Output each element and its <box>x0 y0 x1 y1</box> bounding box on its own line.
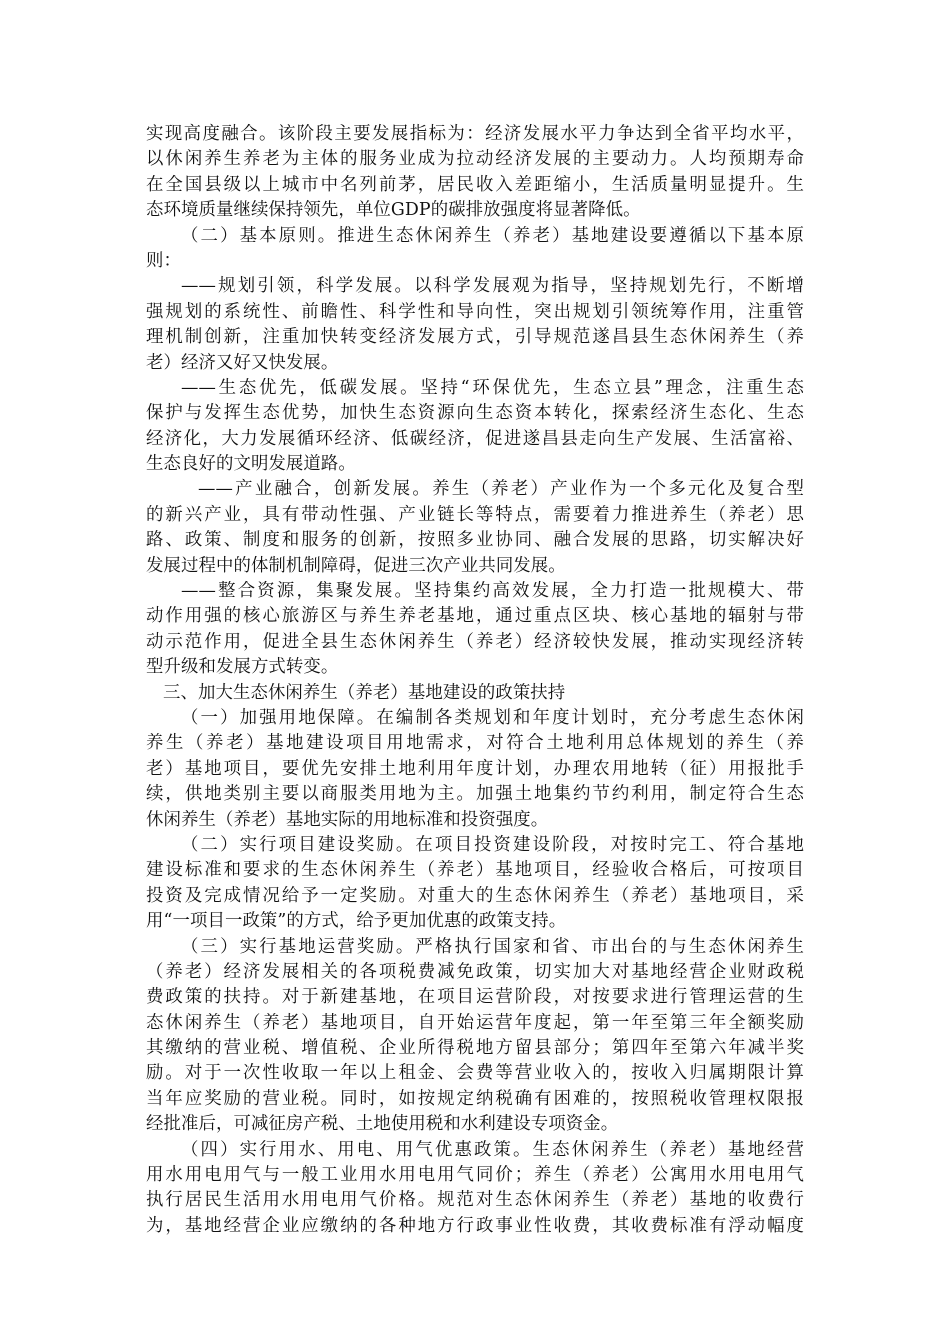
text-line: 为，基地经营企业应缴纳的各种地方行政事业性收费，其收费标准有浮动幅度 <box>146 1215 804 1236</box>
section-heading-operation-reward: （三）实行基地运营奖励。严格执行国家和省、市出台的与生态休闲养生 <box>181 936 804 957</box>
text-line: 型升级和发展方式转变。 <box>146 657 339 678</box>
text-line: 老）基地项目，要优先安排土地利用年度计划，办理农用地转（征）用报批手 <box>146 758 804 779</box>
text-line: 实现高度融合。该阶段主要发展指标为：经济发展水平力争达到全省平均水平， <box>146 124 804 144</box>
text-line: 态环境质量继续保持领先，单位GDP的碳排放强度将显著降低。 <box>146 200 641 221</box>
text-line: 态休闲养生（养老）基地项目，自开始运营年度起，第一年至第三年全额奖励 <box>146 1012 804 1033</box>
chapter-heading-policy-support: 三、加大生态休闲养生（养老）基地建设的政策扶持 <box>163 682 566 703</box>
text-line: 发展过程中的体制机制障碍，促进三次产业共同发展。 <box>146 555 566 576</box>
section-heading-basic-principles: （二）基本原则。推进生态休闲养生（养老）基地建设要遵循以下基本原 <box>181 225 804 246</box>
text-line: 当年应奖励的营业税。同时，如按规定纳税确有困难的，按照税收管理权限报 <box>146 1088 804 1109</box>
text-line: 用水用电用气与一般工业用水用电用气同价；养生（养老）公寓用水用电用气 <box>146 1165 804 1186</box>
text-line: 保护与发挥生态优势，加快生态资源向生态资本转化，探索经济生态化、生态 <box>146 403 804 424</box>
section-heading-land-guarantee: （一）加强用地保障。在编制各类规划和年度计划时，充分考虑生态休闲 <box>181 707 804 728</box>
text-line: 路、政策、制度和服务的创新，按照多业协同、融合发展的思路，切实解决好 <box>146 530 804 551</box>
principle-heading-integration: ——产业融合，创新发展。养生（养老）产业作为一个多元化及复合型 <box>198 479 804 500</box>
text-line: 则： <box>146 250 181 271</box>
text-line: 休闲养生（养老）基地实际的用地标准和投资强度。 <box>146 809 549 830</box>
text-line: 执行居民生活用水用电用气价格。规范对生态休闲养生（养老）基地的收费行 <box>146 1190 804 1211</box>
text-line: 经济化，大力发展循环经济、低碳经济，促进遂昌县走向生产发展、生活富裕、 <box>146 428 804 449</box>
principle-heading-resources: ——整合资源，集聚发展。坚持集约高效发展，全力打造一批规模大、带 <box>181 581 804 602</box>
text-line: 其缴纳的营业税、增值税、企业所得税地方留县部分；第四年至第六年减半奖 <box>146 1038 804 1059</box>
principle-heading-planning: ——规划引领，科学发展。以科学发展观为指导，坚持规划先行，不断增 <box>181 276 804 297</box>
text-line: 老）经济又好又快发展。 <box>146 352 339 373</box>
text-line: 投资及完成情况给予一定奖励。对重大的生态休闲养生（养老）基地项目，采 <box>146 885 804 906</box>
principle-heading-ecology: ——生态优先，低碳发展。坚持“环保优先，生态立县”理念，注重生态 <box>181 377 804 398</box>
text-line: 理机制创新，注重加快转变经济发展方式，引导规范遂昌县生态休闲养生（养 <box>146 327 804 348</box>
text-line: 建设标准和要求的生态休闲养生（养老）基地项目，经验收合格后，可按项目 <box>146 860 804 881</box>
text-line: 动作用强的核心旅游区与养生养老基地，通过重点区块、核心基地的辐射与带 <box>146 606 804 627</box>
text-line: 强规划的系统性、前瞻性、科学性和导向性，突出规划引领统筹作用，注重管 <box>146 301 804 322</box>
text-line: 在全国县级以上城市中名列前茅，居民收入差距缩小，生活质量明显提升。生 <box>146 174 804 195</box>
text-line: 养生（养老）基地建设项目用地需求，对符合土地利用总体规划的养生（养 <box>146 733 804 754</box>
text-line: 的新兴产业，具有带动性强、产业链长等特点，需要着力推进养生（养老）思 <box>146 504 804 525</box>
text-line: （养老）经济发展相关的各项税费减免政策，切实加大对基地经营企业财政税 <box>146 961 804 982</box>
text-line: 以休闲养生养老为主体的服务业成为拉动经济发展的主要动力。人均预期寿命 <box>146 149 804 170</box>
text-line: 经批准后，可减征房产税、土地使用税和水利建设专项资金。 <box>146 1114 619 1135</box>
section-heading-utility-preference: （四）实行用水、用电、用气优惠政策。生态休闲养生（养老）基地经营 <box>181 1139 804 1160</box>
text-line: 动示范作用，促进全县生态休闲养生（养老）经济较快发展，推动实现经济转 <box>146 631 804 652</box>
text-line: 续，供地类别主要以商服类用地为主。加强土地集约节约利用，制定符合生态 <box>146 784 804 805</box>
text-line: 生态良好的文明发展道路。 <box>146 454 356 475</box>
text-line: 费政策的扶持。对于新建基地，在项目运营阶段，对按要求进行管理运营的生 <box>146 987 804 1008</box>
document-body <box>146 122 804 1239</box>
section-heading-construction-reward: （二）实行项目建设奖励。在项目投资建设阶段，对按时完工、符合基地 <box>181 834 804 855</box>
text-line: 励。对于一次性收取一年以上租金、会费等营业收入的，按收入归属期限计算 <box>146 1063 804 1084</box>
text-line: 用“一项目一政策”的方式，给予更加优惠的政策支持。 <box>146 911 567 932</box>
